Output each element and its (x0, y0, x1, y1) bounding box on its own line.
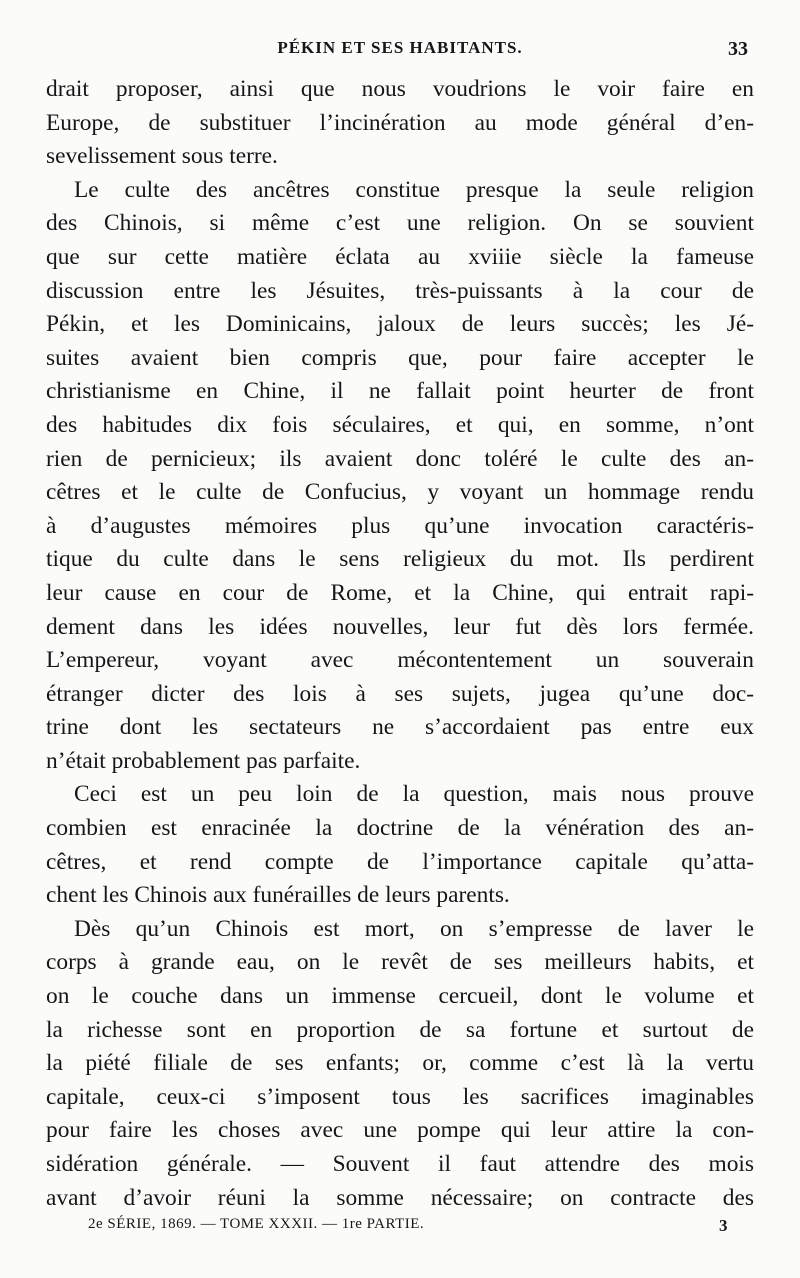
text-line: trine dont les sectateurs ne s’accordaient pas entre eux (46, 714, 754, 741)
paragraph (46, 73, 754, 174)
paragraph (46, 778, 754, 912)
text-line: dement dans les idées nouvelles, leur fut dès lors fermée. (46, 613, 754, 640)
text-line: la richesse sont en proportion de sa fortune et surtout de (46, 1016, 754, 1043)
text-line: on le couche dans un immense cercueil, dont le volume et (46, 983, 754, 1010)
paragraph (46, 913, 754, 1215)
text-line: sidération générale. — Souvent il faut attendre des mois (46, 1151, 754, 1177)
text-line: Ceci est un peu loin de la question, mais nous prouve (74, 781, 754, 808)
paragraph (46, 174, 754, 779)
text-line: corps à grande eau, on le revêt de ses meilleurs habits, et (46, 949, 754, 976)
text-line: suites avaient bien compris que, pour faire accepter le (46, 344, 754, 371)
page-number: 33 (728, 38, 748, 60)
text-line: cêtres et le culte de Confucius, y voyant un hommage rendu (46, 479, 754, 506)
text-line: tique du culte dans le sens religieux du mot. Ils perdirent (46, 546, 754, 573)
text-line: des Chinois, si même c’est une religion. On se souvient (46, 210, 754, 237)
text-line: Europe, de substituer l’incinération au mode général d’en- (46, 109, 754, 136)
sheet-number: 3 (719, 1216, 728, 1235)
text-line: christianisme en Chine, il ne fallait point heurter de front (46, 378, 754, 405)
footer-signature (88, 1216, 728, 1240)
text-line: cêtres, et rend compte de l’importance capitale qu’atta- (46, 848, 754, 875)
body-text (46, 73, 754, 1215)
text-line: discussion entre les Jésuites, très-puissants à la cour de (46, 277, 754, 304)
text-line: que sur cette matière éclata au xviiie siècle la fameuse (46, 243, 754, 270)
text-line: des habitudes dix fois séculaires, et qui, en somme, n’ont (46, 411, 754, 438)
text-line: Pékin, et les Dominicains, jaloux de leurs succès; les Jé- (46, 311, 754, 338)
text-line: drait proposer, ainsi que nous voudrions le voir faire en (46, 76, 754, 102)
text-line: chent les Chinois aux funérailles de leurs parents. (46, 882, 510, 909)
running-title: PÉKIN ET SES HABITANTS. (277, 38, 523, 57)
text-line: capitale, ceux-ci s’imposent tous les sacrifices imaginables (46, 1083, 754, 1110)
text-line: leur cause en cour de Rome, et la Chine, qui entrait rapi- (46, 579, 754, 606)
text-line: Dès qu’un Chinois est mort, on s’empresse de laver le (74, 915, 754, 942)
text-line: étranger dicter des lois à ses sujets, jugea qu’une doc- (46, 680, 754, 707)
text-line: sevelissement sous terre. (46, 143, 278, 170)
text-line: rien de pernicieux; ils avaient donc toléré le culte des an- (46, 445, 754, 472)
text-line: L’empereur, voyant avec mécontentement un souverain (46, 647, 754, 674)
text-line: Le culte des ancêtres constitue presque la seule religion (74, 176, 754, 203)
text-line: combien est enracinée la doctrine de la vénération des an- (46, 815, 754, 842)
running-head (46, 38, 754, 64)
text-line: la piété filiale de ses enfants; or, comme c’est là la vertu (46, 1050, 754, 1077)
signature-mark: 2e SÉRIE, 1869. — TOME XXXII. — 1re PARTIE. (88, 1216, 425, 1232)
text-line: pour faire les choses avec une pompe qui leur attire la con- (46, 1117, 754, 1144)
text-line: avant d’avoir réuni la somme nécessaire; on contracte des (46, 1184, 754, 1211)
text-line: n’était probablement pas parfaite. (46, 747, 361, 774)
text-line: à d’augustes mémoires plus qu’une invocation caractéris- (46, 512, 754, 539)
